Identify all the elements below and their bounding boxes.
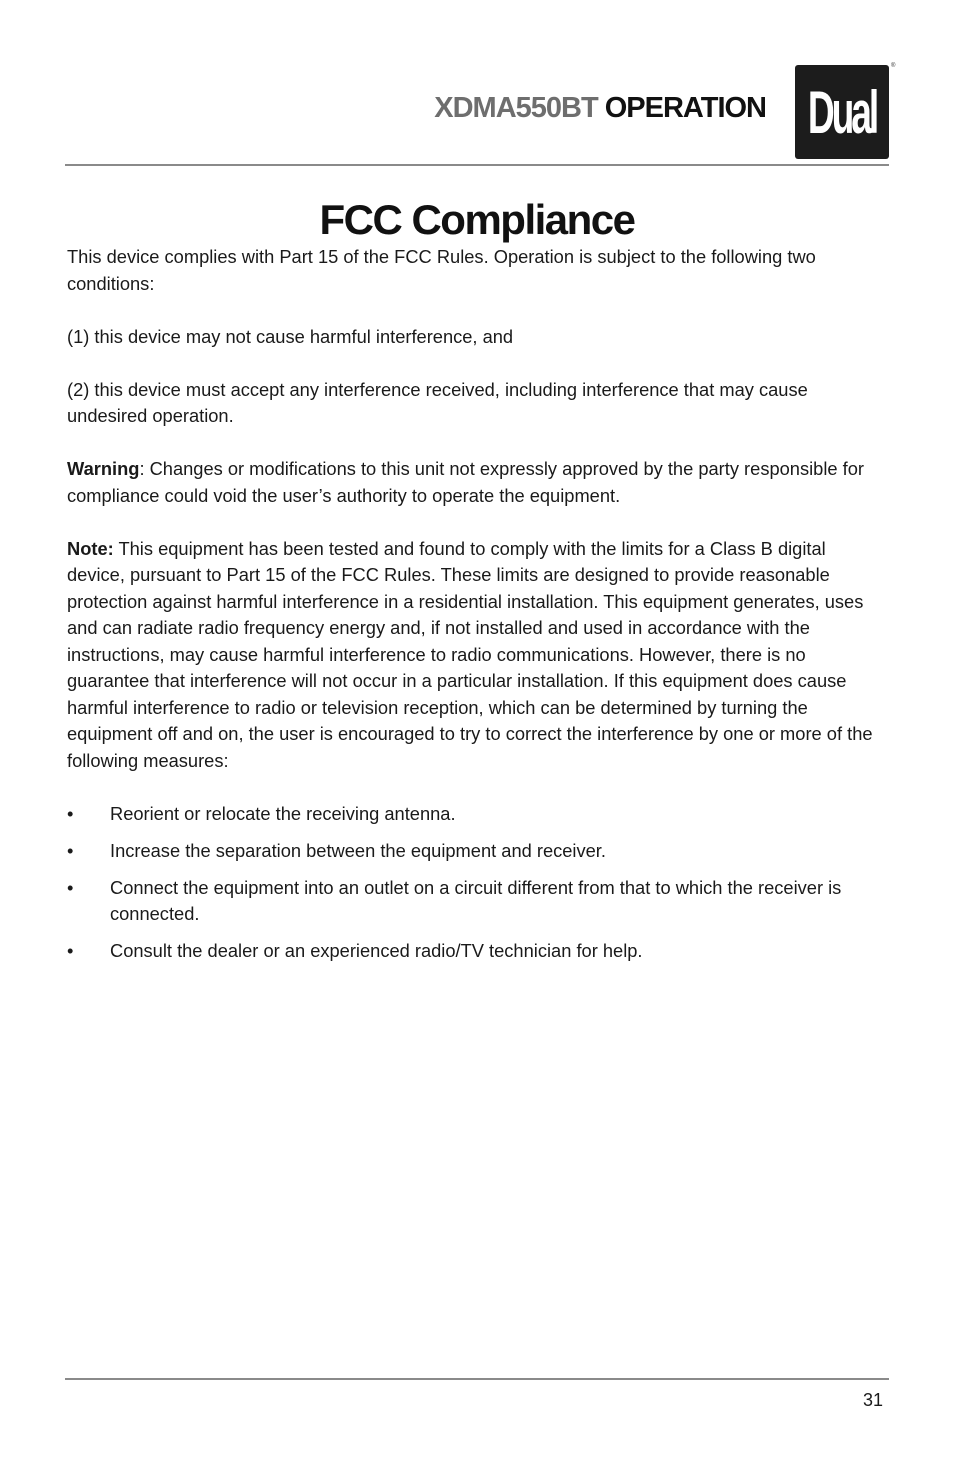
note-text: This equipment has been tested and found to comply with the limits for a Class B digital device, pursuant to Part 15 of the FCC Rules. These limits are designed to provide reasonable protection against harmful interference in a residential installation. This equipment generates, uses and can radiate radio frequency energy and, if not installed and used in accordance with the instructions, may cause harmful interference to radio communications. However, there is no guarantee that interference will not occur in a particular installation. If this equipment does cause harmful interference to radio or television reception, which can be determined by turning the equipment off and on, the user is encouraged to try to correct the interference by one or more of the following measures: bbox=[67, 537, 873, 771]
section-name: OPERATION bbox=[604, 92, 766, 124]
bullet-icon: • bbox=[67, 876, 74, 898]
intro-paragraph: This device complies with Part 15 of the FCC Rules. Operation is subject to the following two conditions: bbox=[67, 246, 816, 294]
dual-logo bbox=[795, 65, 889, 159]
bullet-icon: • bbox=[67, 940, 74, 961]
footer-divider bbox=[65, 1378, 889, 1380]
condition-2: (2) this device must accept any interference received, including interference that may cause undesired operation. bbox=[67, 378, 808, 426]
measures-list bbox=[67, 801, 879, 965]
warning-text: : Changes or modifications to this unit not expressly approved by the party responsible for compliance could void the user’s authority to operate the equipment. bbox=[67, 458, 864, 506]
condition-1: (1) this device may not cause harmful interference, and bbox=[67, 325, 514, 347]
warning-label: Warning bbox=[67, 458, 140, 479]
list-item-text: Consult the dealer or an experienced radio/TV technician for help. bbox=[110, 940, 643, 961]
bullet-icon: • bbox=[67, 802, 74, 824]
list-item bbox=[67, 875, 879, 928]
list-item-text: Connect the equipment into an outlet on a circuit different from that to which the receiver is connected. bbox=[110, 876, 842, 924]
document-body bbox=[67, 244, 879, 975]
page-number: 31 bbox=[862, 1390, 883, 1410]
note-paragraph bbox=[67, 536, 879, 775]
header-title bbox=[434, 92, 766, 125]
list-item-text: Reorient or relocate the receiving antenna. bbox=[110, 802, 456, 824]
warning-paragraph bbox=[67, 456, 879, 509]
registered-mark: ® bbox=[891, 63, 896, 69]
list-item bbox=[67, 801, 879, 828]
logo-text: Dual bbox=[807, 78, 877, 146]
bullet-icon: • bbox=[67, 839, 74, 861]
page-title: FCC Compliance bbox=[319, 196, 635, 244]
note-label: Note: bbox=[67, 537, 114, 559]
model-name: XDMA550BT bbox=[434, 92, 598, 124]
header-divider bbox=[65, 164, 889, 166]
list-item-text: Increase the separation between the equipment and receiver. bbox=[110, 839, 606, 861]
list-item bbox=[67, 938, 879, 965]
list-item bbox=[67, 838, 879, 865]
